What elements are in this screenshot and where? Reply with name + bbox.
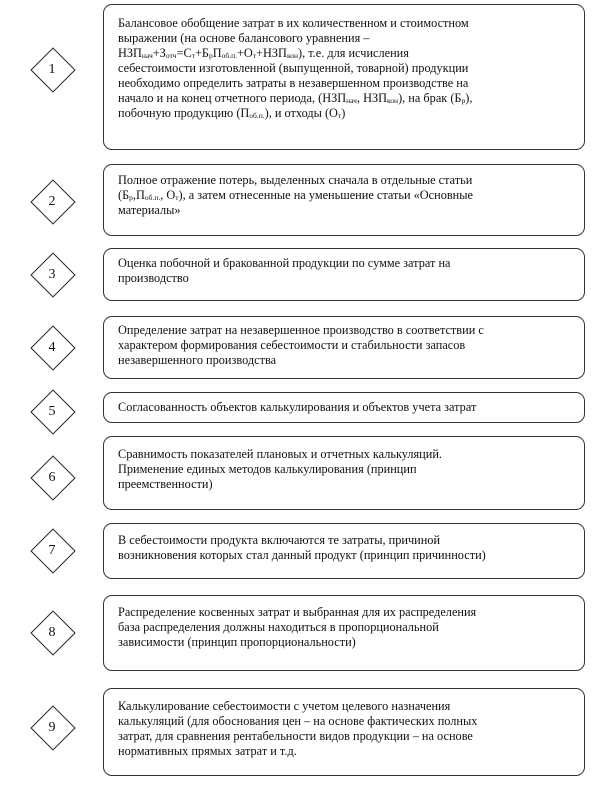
text-line: Распределение косвенных затрат и выбранная для их распределения: [118, 605, 477, 619]
text-line: калькуляций (для обоснования цен – на основе фактических полных: [118, 714, 478, 728]
item-text-box: [103, 436, 585, 510]
text-line: себестоимости изготовленной (выпущенной, товарной) продукции: [118, 61, 469, 75]
item-text-box: [103, 392, 585, 423]
text-line: Применение единых методов калькулирования (принцип: [118, 462, 417, 476]
item-number: 6: [48, 470, 56, 485]
text-line: $НЗП_{нач}+З_{отч}=С_т+Б_рП_{об.п.}+О_т+НЗП_{кон}$), т.е. для исчисления: [118, 46, 409, 60]
text-line: нормативных прямых затрат и т.д.: [118, 744, 297, 758]
item-text-box: [103, 164, 585, 236]
text-line: Оценка побочной и бракованной продукции по сумме затрат на: [118, 256, 451, 270]
text-line: затрат, для сравнения рентабельности видов продукции – на основе: [118, 729, 473, 743]
text-line: Согласованность объектов калькулирования и объектов учета затрат: [118, 400, 477, 414]
item-text-box: [103, 688, 585, 776]
text-line: возникновения которых стал данный продукт (принцип причинности): [118, 548, 486, 562]
item-text-box: [103, 316, 585, 379]
item-text-box: [103, 523, 585, 579]
item-number: 7: [48, 543, 56, 558]
text-line: ($Б_р,П_{об.п.}$, $О_т$), а затем отнесенные на уменьшение статьи «Основные: [118, 188, 473, 202]
text-line: преемственности): [118, 477, 213, 491]
text-line: зависимости (принцип пропорциональности): [118, 635, 356, 649]
text-line: побочную продукцию $(П_{об.п.})$, и отходы $(О_т)$: [118, 106, 346, 120]
text-line: Сравнимость показателей плановых и отчетных калькуляций.: [118, 447, 442, 461]
text-line: выражении (на основе балансового уравнения –: [118, 31, 370, 45]
text-line: Калькулирование себестоимости с учетом целевого назначения: [118, 699, 451, 713]
item-number: 5: [48, 404, 56, 419]
item-number: 4: [48, 340, 56, 355]
text-line: Определение затрат на незавершенное производство в соответствии с: [118, 323, 484, 337]
text-line: В себестоимости продукта включаются те затраты, причиной: [118, 533, 441, 547]
item-text-box: [103, 248, 585, 301]
text-line: база распределения должны находиться в пропорциональной: [118, 620, 439, 634]
item-number: 3: [48, 267, 56, 282]
item-text-box: [103, 595, 585, 671]
text-line: производство: [118, 271, 189, 285]
item-number: 1: [48, 62, 56, 77]
item-number: 2: [48, 194, 56, 209]
text-line: необходимо определить затраты в незавершенном производстве на: [118, 76, 469, 90]
text-line: Полное отражение потерь, выделенных сначала в отдельные статьи: [118, 173, 473, 187]
text-line: Балансовое обобщение затрат в их количественном и стоимостном: [118, 16, 469, 30]
text-line: характером формирования себестоимости и стабильности запасов: [118, 338, 466, 352]
text-line: материалы»: [118, 203, 181, 217]
item-number: 9: [48, 720, 56, 735]
item-text-box: [103, 4, 585, 150]
item-number: 8: [48, 625, 56, 640]
text-line: начало и на конец отчетного периода, ($НЗП_{нач}$, $НЗП_{кон}$), на брак $(Б_р)$,: [118, 91, 473, 105]
text-line: незавершенного производства: [118, 353, 277, 367]
